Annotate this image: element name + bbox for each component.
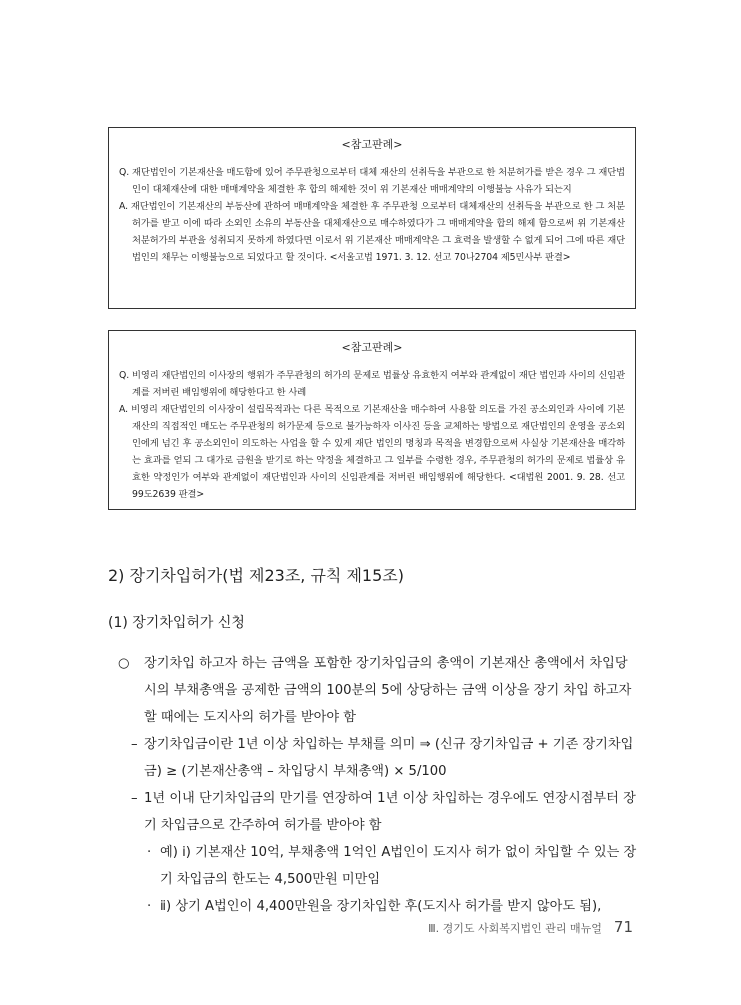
subsection-heading: (1) 장기차입허가 신청	[108, 615, 245, 631]
dot-item-1	[118, 839, 640, 893]
reference-case-question: Q. 재단법인이 기본재산을 매도함에 있어 주무관청으로부터 대체 재산의 선취득을 부관으로 한 처분허가를 받은 경우 그 재단법인이 대체재산에 대한 매매계약을 체결한 후 합의 해제한 것이 위 기본재산 매매계약의 이행불능 사유가 되는지	[119, 167, 625, 195]
dash-text-1: 장기차입금이란 1년 이상 차입하는 부채를 의미 ⇒ (신규 장기차입금 + 기존 장기차입금) ≥ (기본재산총액 – 차입당시 부채총액) × 5/100	[144, 737, 634, 779]
dot-icon: ·	[147, 845, 152, 860]
bullet-text: 장기차입 하고자 하는 금액을 포함한 장기차입금의 총액이 기본재산 총액에서 차입당시의 부채총액을 공제한 금액의 100분의 5에 상당하는 금액 이상을 장기 차입 하고자 할 때에는 도지사의 허가를 받아야 함	[144, 656, 632, 725]
reference-case-answer: A. 비영리 재단법인의 이사장이 설립목적과는 다른 목적으로 기본재산을 매수하여 사용할 의도를 가진 공소외인과 사이에 기본재산의 직접적인 매도는 주무관청의 허가문제 등으로 불가능하자 이사진 등을 교체하는 방법으로 재단법인의 운영을 공소외인에게 넘긴 후 공소외인이 의도하는 사업을 할 수 있게 재단 법인의 명칭과 목적을 변경함으로써 사실상 기본재산을 매각하는 효과를 얻되 그 대가로 금원을 받기로 하는 약정을 체결하고 그 일부를 수령한 경우, 주무관청의 허가의 문제로 법률상 유효한 약정인가 여부와 관계없이 재단법인과 사이의 신임관계를 저버린 배임행위에 해당한다. <대법원 2001. 9. 28. 선고 99도2639 판결>	[119, 404, 625, 500]
dot-icon: ·	[147, 899, 152, 914]
reference-case-box-2	[108, 330, 636, 510]
dot-text-1: 예) ⅰ) 기본재산 10억, 부채총액 1억인 A법인이 도지사 허가 없이 차입할 수 있는 장기 차입금의 한도는 4,500만원 미만임	[160, 845, 637, 887]
dot-text-2: ⅱ) 상기 A법인이 4,400만원을 장기차입한 후(도지사 허가를 받지 않아도 됨),	[160, 899, 602, 914]
dash-icon: –	[131, 791, 138, 806]
reference-case-question: Q. 비영리 재단법인의 이사장의 행위가 주무관청의 허가의 문제로 법률상 유효한지 여부와 관계없이 재단 법인과 사이의 신임관계를 저버린 배임행위에 해당한다고 한 사례	[119, 370, 625, 398]
circle-bullet-icon: ○	[118, 656, 130, 671]
reference-case-answer: A. 재단법인이 기본재산의 부동산에 관하여 매매계약을 체결한 후 주무관청 으로부터 대체재산의 선취득을 부관으로 한 그 처분허가를 받고 이에 따라 소외인 소유의 부동산을 대체재산으로 매수하였다가 그 매매계약을 합의 해제 함으로써 위 기본재산 처분허가의 부관을 성취되지 못하게 하였다면 이로서 위 기본재산 매매계약은 그 효력을 발생할 수 없게 되어 그에 따른 재단법인의 채무는 이행불능으로 되었다고 할 것이다. <서울고법 1971. 3. 12. 선고 70나2704 제5민사부 판결>	[119, 201, 625, 263]
section-body	[118, 650, 640, 920]
dash-icon: –	[131, 737, 138, 752]
footer-text: Ⅲ. 경기도 사회복지법인 관리 매뉴얼	[428, 922, 602, 935]
reference-case-box-1	[108, 127, 636, 309]
dash-item-2	[118, 785, 640, 839]
reference-case-title: <참고판례>	[341, 341, 403, 354]
dot-item-2	[118, 893, 640, 920]
reference-case-title: <참고판례>	[341, 138, 403, 151]
page-footer	[428, 918, 633, 936]
section-heading: 2) 장기차입허가(법 제23조, 규칙 제15조)	[108, 566, 404, 585]
dash-text-2: 1년 이내 단기차입금의 만기를 연장하여 1년 이상 차입하는 경우에도 연장시점부터 장기 차입금으로 간주하여 허가를 받아야 함	[144, 791, 636, 833]
dash-item-1	[118, 731, 640, 785]
page-number: 71	[613, 918, 633, 936]
bullet-paragraph	[118, 650, 640, 731]
